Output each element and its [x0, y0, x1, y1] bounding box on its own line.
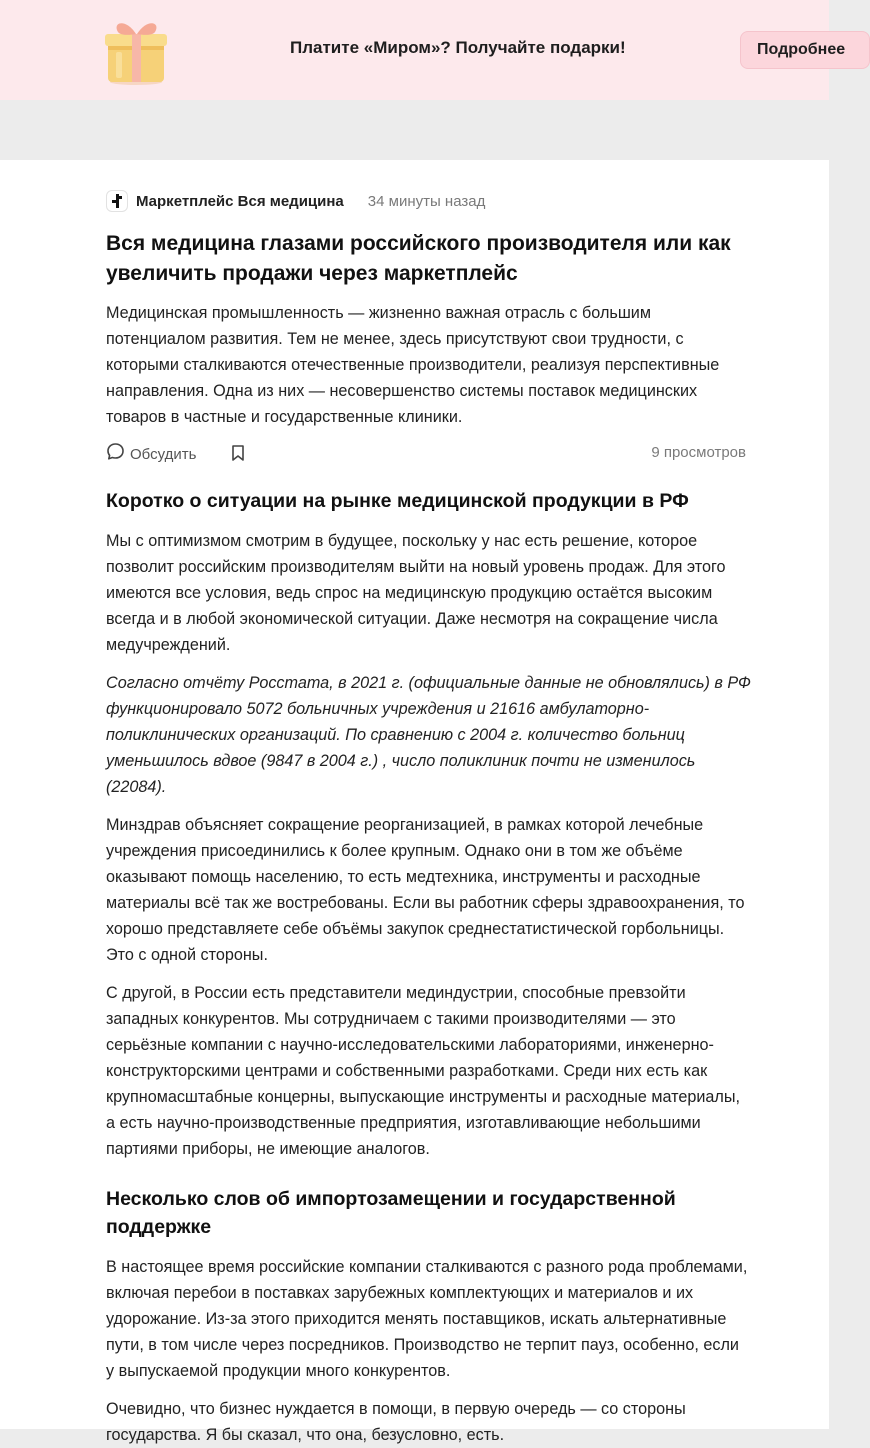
discuss-button[interactable] [106, 442, 196, 466]
views-count: 9 просмотров [651, 444, 746, 461]
promo-banner[interactable] [0, 0, 846, 100]
paragraph-quote: Согласно отчёту Росстата, в 2021 г. (официальные данные не обновлялись) в РФ функционировало 5072 больничных учреждения и 21616 амбулаторно-поликлинических организаций. По сравнению с 2004 г. количество больниц уменьшилось вдвое (9847 в 2004 г.) , число поликлиник почти не изменилось (22084). [106, 674, 751, 796]
paragraph-4: В настоящее время российские компании сталкиваются с разного рода проблемами, включая перебои в поставках зарубежных комплектующих и материалов и их удорожание. Из-за этого приходится менять поставщиков, искать альтернативные пути, в том числе через посредников. Производство не терпит пауз, особенно, если у выпускаемой продукции много конкурентов. [106, 1258, 748, 1380]
author-name-link[interactable]: Маркетплейс Вся медицина [136, 192, 344, 210]
gift-icon [104, 14, 168, 86]
promo-text: Платите «Миром»? Получайте подарки! [290, 38, 626, 57]
bookmark-icon[interactable] [230, 444, 246, 467]
author-logo-icon[interactable] [106, 190, 128, 212]
comment-icon [106, 442, 125, 466]
discuss-label: Обсудить [130, 445, 197, 463]
page-background-band [0, 100, 829, 160]
post-actions [106, 442, 746, 464]
post-meta [106, 190, 485, 212]
paragraph-1: Мы с оптимизмом смотрим в будущее, поскольку у нас есть решение, которое позволит российским производителям выйти на новый уровень продаж. Для этого имеются все условия, ведь спрос на медицинскую продукцию остаётся высоким всегда и в любой экономической ситуации. Даже несмотря на сокращение числа медучреждений. [106, 532, 726, 654]
promo-details-button[interactable]: Подробнее [740, 31, 870, 69]
post-lead: Медицинская промышленность — жизненно важная отрасль с большим потенциалом развития. Тем не менее, здесь присутствуют свои трудности, с которыми сталкиваются отечественные производители, реализуя перспективные направления. Одна из них — несовершенство системы поставок медицинских товаров в частные и государственные клиники. [106, 304, 720, 426]
article-card [0, 160, 829, 1444]
paragraph-5: Очевидно, что бизнес нуждается в помощи, в первую очередь — со стороны государства. Я бы сказал, что она, безусловно, есть. [106, 1400, 686, 1444]
section-heading-2: Несколько слов об импортозамещении и государственной поддержке [106, 1188, 676, 1238]
section-heading-1: Коротко о ситуации на рынке медицинской продукции в РФ [106, 490, 689, 512]
post-title: Вся медицина глазами российского производителя или как увеличить продажи через маркетплейс [106, 232, 731, 285]
paragraph-2: Минздрав объясняет сокращение реорганизацией, в рамках которой лечебные учреждения присоединились к более крупным. Однако они в том же объёме оказывают помощь населению, то есть медтехника, инструменты и расходные материалы всё так же востребованы. Если вы работник сферы здравоохранения, то хорошо представляете себе объёмы закупок среднестатистической горбольницы. Это с одной стороны. [106, 816, 745, 964]
paragraph-3: С другой, в России есть представители мединдустрии, способные превзойти западных конкурентов. Мы сотрудничаем с такими производителями — это серьёзные компании с научно-исследовательскими лабораториями, инженерно-конструкторскими центрами и собственными разработками. Среди них есть как крупномасштабные концерны, выпускающие инструменты и расходные материалы, а есть научно-производственные предприятия, изготавливающие небольшими партиями приборы, не имеющие аналогов. [106, 984, 741, 1158]
post-time: 34 минуты назад [367, 192, 486, 210]
